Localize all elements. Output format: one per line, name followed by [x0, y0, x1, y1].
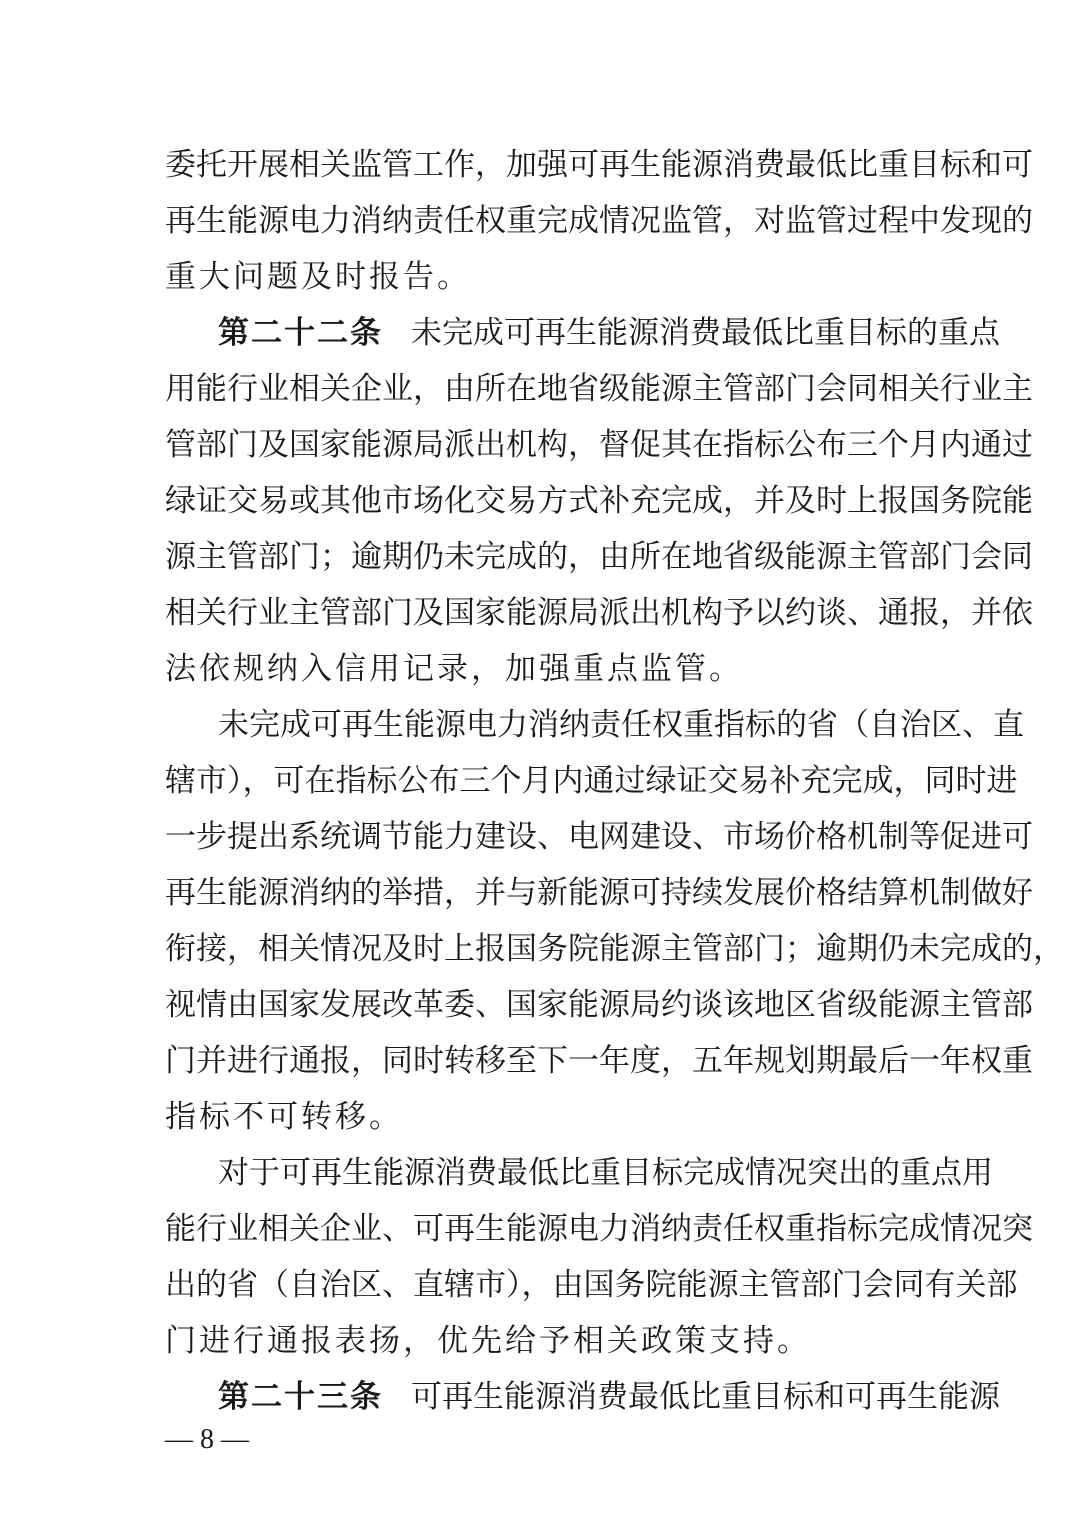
article-text: 未完成可再生能源消费最低比重目标的重点: [411, 315, 1000, 351]
text-line: 委托开展相关监管工作，加强可再生能源消费最低比重目标和可: [165, 147, 1033, 183]
text-line: 再生能源电力消纳责任权重完成情况监管，对监管过程中发现的: [165, 203, 1033, 239]
text-line: 管部门及国家能源局派出机构，督促其在指标公布三个月内通过: [165, 427, 1033, 463]
article-number: 第二十二条: [218, 315, 383, 351]
text-line: 门并进行通报，同时转移至下一年度，五年规划期最后一年权重: [165, 1043, 1033, 1079]
article-line: [218, 1369, 1000, 1425]
text-line: 出的省（自治区、直辖市），由国务院能源主管部门会同有关部: [165, 1267, 1018, 1303]
text-line: 对于可再生能源消费最低比重目标完成情况突出的重点用: [218, 1155, 993, 1191]
text-line: 门进行通报表扬，优先给予相关政策支持。: [165, 1323, 811, 1359]
text-line: 重大问题及时报告。: [165, 259, 471, 295]
text-line: 源主管部门；逾期仍未完成的，由所在地省级能源主管部门会同: [165, 539, 1033, 575]
text-line: 未完成可再生能源电力消纳责任权重指标的省（自治区、直: [218, 707, 1024, 743]
text-line: 辖市），可在指标公布三个月内通过绿证交易补充完成，同时进: [165, 763, 1018, 799]
page-number: — 8 —: [165, 1424, 249, 1455]
text-line: 衔接，相关情况及时上报国务院能源主管部门；逾期仍未完成的，: [165, 931, 1064, 967]
text-line: 一步提出系统调节能力建设、电网建设、市场价格机制等促进可: [165, 819, 1033, 855]
text-line: 指标不可转移。: [165, 1099, 403, 1135]
text-line: 视情由国家发展改革委、国家能源局约谈该地区省级能源主管部: [165, 987, 1033, 1023]
article-text: 可再生能源消费最低比重目标和可再生能源: [411, 1379, 1000, 1415]
text-line: 再生能源消纳的举措，并与新能源可持续发展价格结算机制做好: [165, 875, 1033, 911]
text-line: 用能行业相关企业，由所在地省级能源主管部门会同相关行业主: [165, 371, 1033, 407]
text-line: 绿证交易或其他市场化交易方式补充完成，并及时上报国务院能: [165, 483, 1033, 519]
article-number: 第二十三条: [218, 1379, 383, 1415]
text-line: 法依规纳入信用记录，加强重点监管。: [165, 651, 743, 687]
text-line: 相关行业主管部门及国家能源局派出机构予以约谈、通报，并依: [165, 595, 1033, 631]
text-line: 能行业相关企业、可再生能源电力消纳责任权重指标完成情况突: [165, 1211, 1033, 1247]
article-line: [218, 305, 1000, 361]
